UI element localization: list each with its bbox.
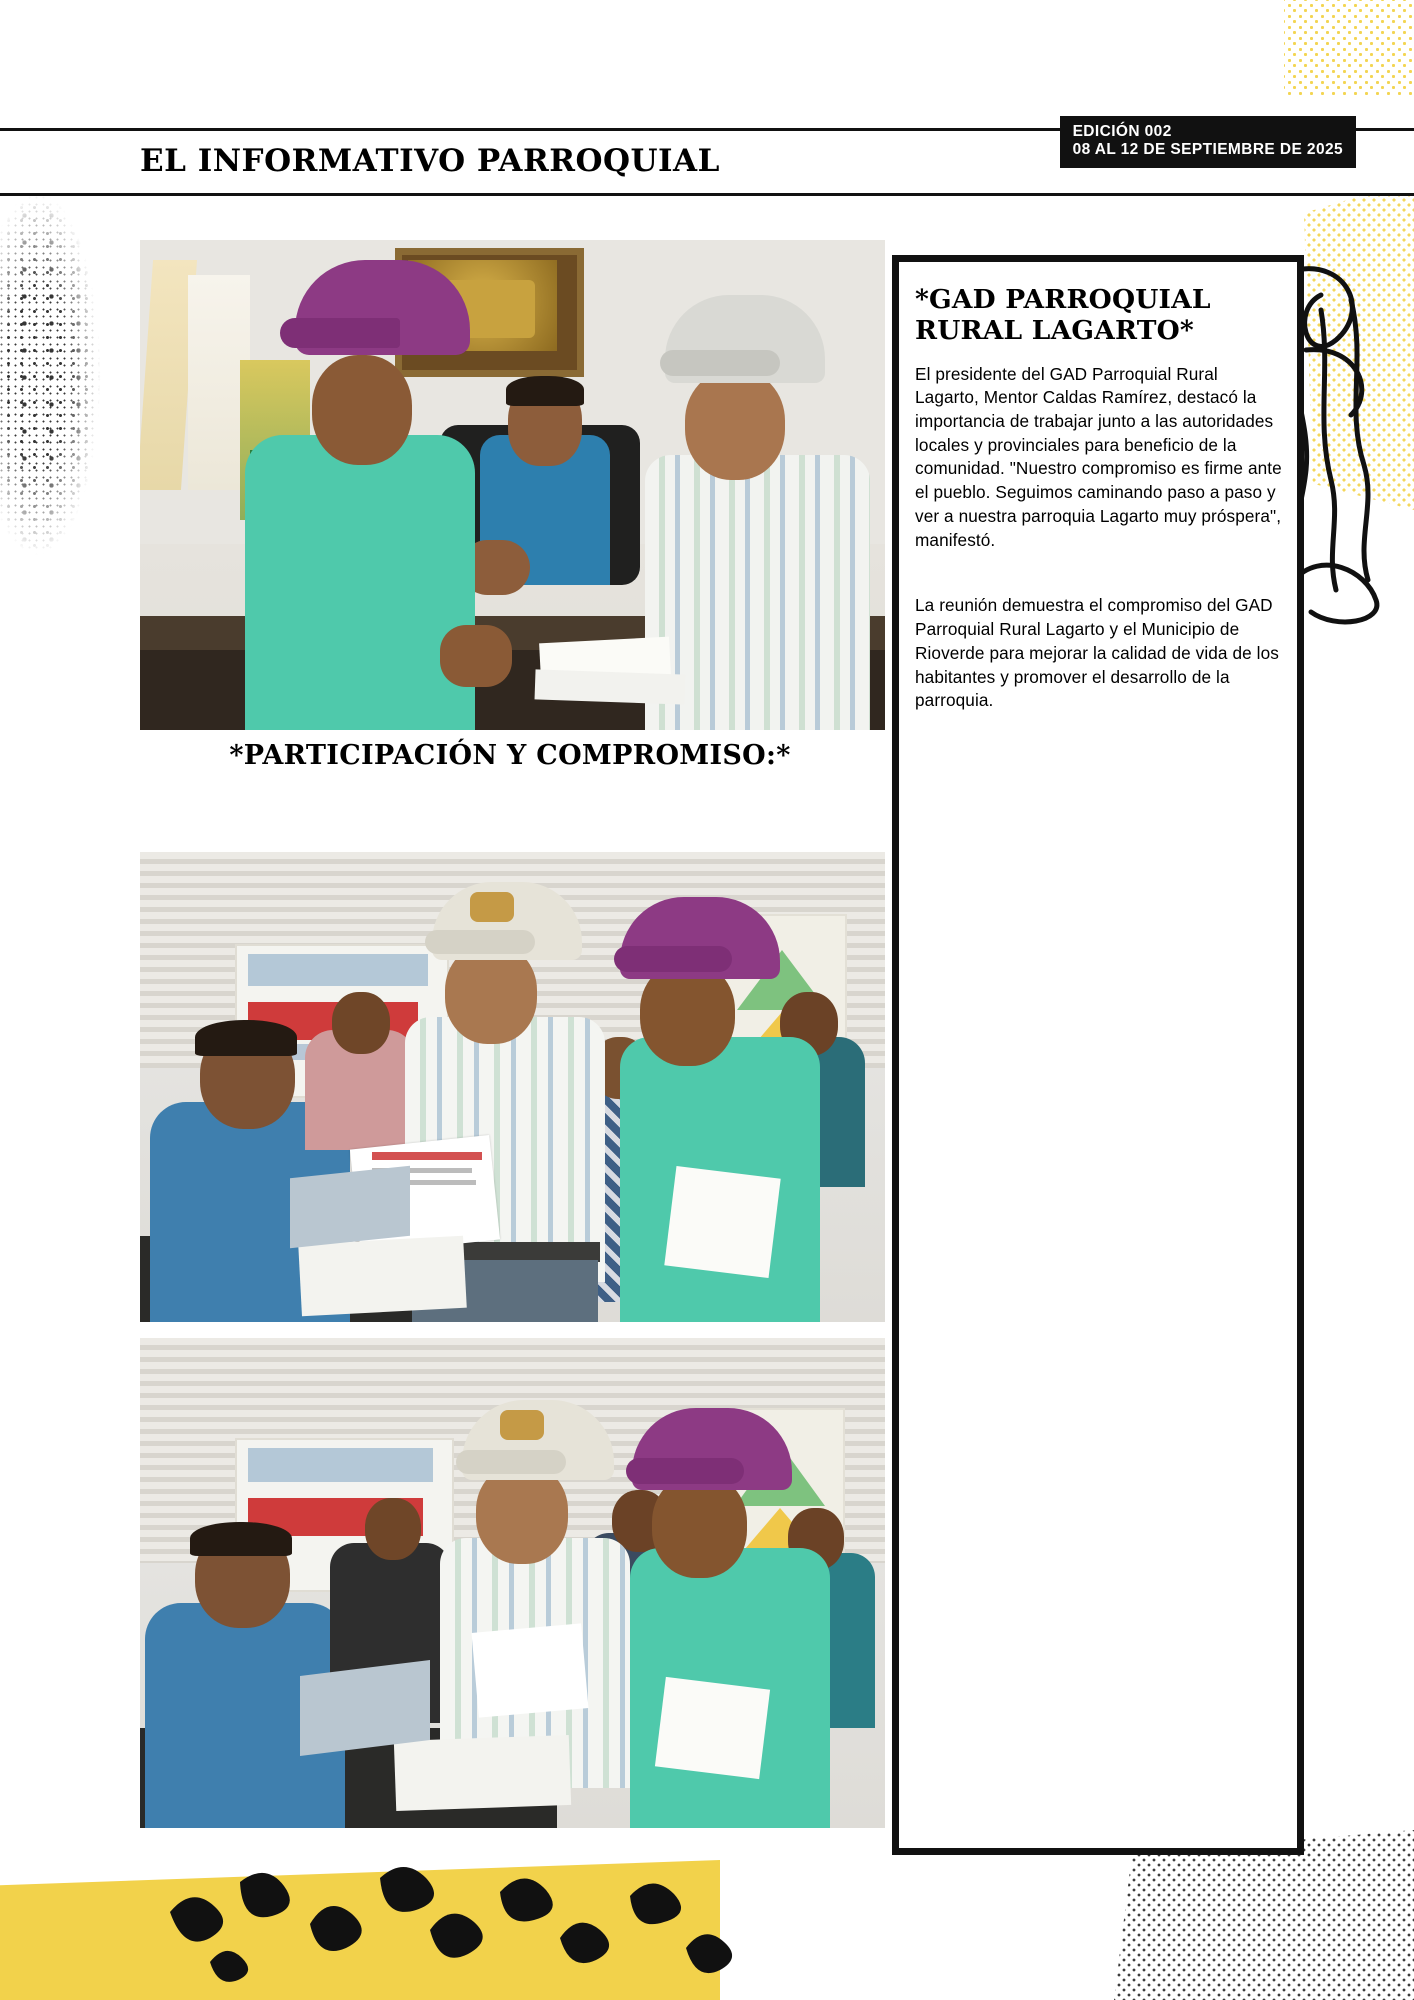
- page-title: EL INFORMATIVO PARROQUIAL: [140, 143, 720, 179]
- article-title: *GAD PARROQUIAL RURAL LAGARTO*: [915, 284, 1211, 347]
- article-paragraph-2: La reunión demuestra el compromiso del GAD Parroquial Rural Lagarto y el Municipio de Rioverde para mejorar la calidad de vida de los habitantes y promover el desarrollo de la parroquia.: [915, 595, 1279, 711]
- decor-dots-bottom-right: [1114, 1830, 1414, 2000]
- edition-number: EDICIÓN 002: [1072, 123, 1172, 140]
- article-paragraph-1: El presidente del GAD Parroquial Rural Lagarto, Mentor Caldas Ramírez, destacó la importancia de trabajar junto a las autoridades locales y provinciales para beneficio de la comunidad. "Nuestro compromiso es firme ante el pueblo. Seguimos caminando paso a paso y ver a nuestra parroquia Lagarto muy próspera", manifestó.: [915, 363, 1282, 550]
- photo-meeting-office: [140, 240, 885, 730]
- decor-yellow-band-bottom: [0, 1860, 720, 2000]
- photo-group-standing-1: [140, 852, 885, 1322]
- article-panel: [892, 255, 1304, 1855]
- caption-participation: *PARTICIPACIÓN Y COMPROMISO:*: [229, 740, 791, 771]
- decor-dots-right: [1304, 180, 1414, 510]
- decor-black-blobs: [130, 1852, 770, 1982]
- masthead: [0, 123, 1414, 196]
- decor-splatter-left: [0, 185, 125, 605]
- edition-dates: 08 AL 12 DE SEPTIEMBRE DE 2025: [1072, 141, 1343, 159]
- photo-group-standing-2: [140, 1338, 885, 1828]
- decor-dots-top-right: [1284, 0, 1414, 95]
- edition-badge: [1060, 116, 1356, 168]
